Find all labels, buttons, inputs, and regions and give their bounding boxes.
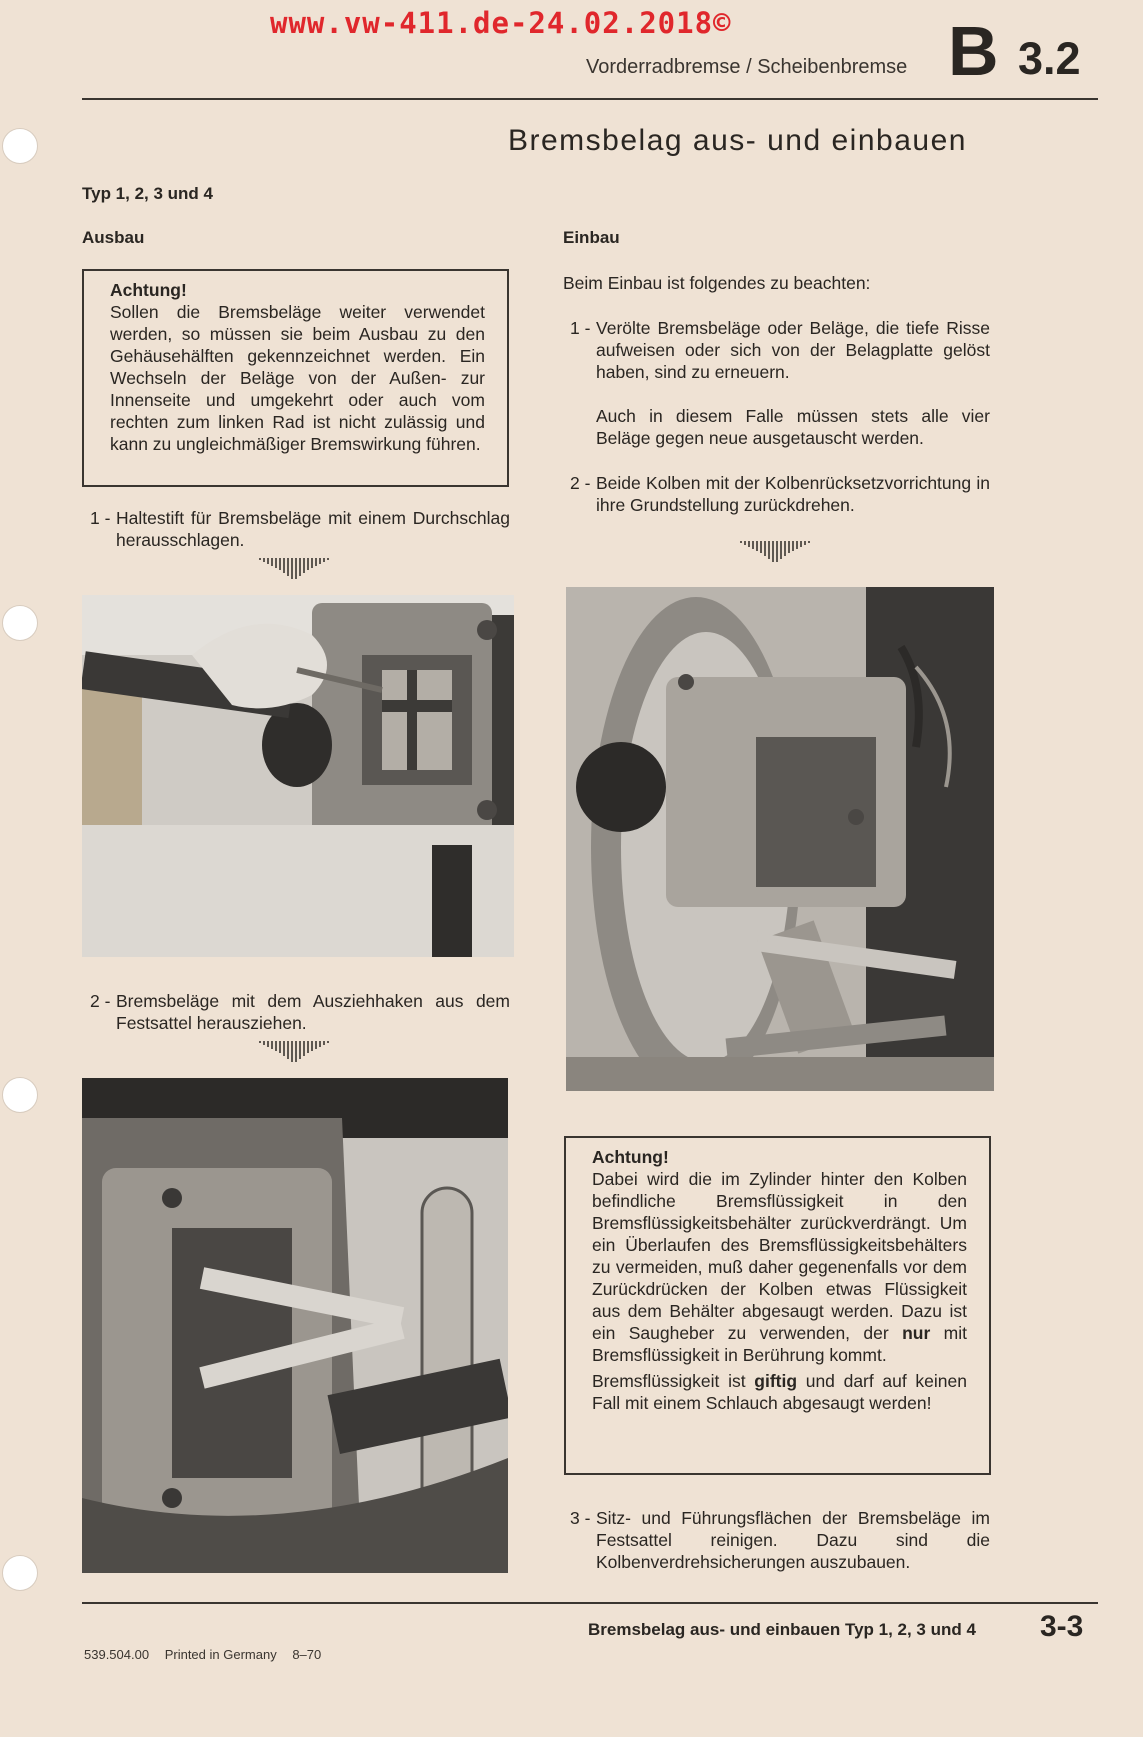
punch-hole	[2, 605, 38, 641]
page-title: Bremsbelag aus- und einbauen	[508, 124, 967, 157]
warning-title: Achtung!	[110, 280, 187, 300]
footer-rule	[82, 1602, 1098, 1604]
page-number: 3-3	[1040, 1610, 1084, 1643]
step-text: Bremsbeläge mit dem Ausziehhaken aus dem Festsattel herausziehen.	[116, 991, 510, 1033]
print-date: 8–70	[292, 1647, 322, 1662]
down-arrow-icon	[739, 540, 811, 566]
type-line: Typ 1, 2, 3 und 4	[82, 184, 213, 203]
photo-piston-reset-tool	[566, 587, 994, 1091]
footer-title: Bremsbelag aus- und einbauen Typ 1, 2, 3 und 4	[588, 1620, 976, 1639]
down-arrow-icon	[258, 1040, 330, 1066]
warning-toxic-text: Bremsflüssigkeit ist giftig und darf auf keinen Fall mit einem Schlauch abgesaugt werden!	[592, 1371, 967, 1413]
step-note: Auch in diesem Falle müssen stets alle vier Beläge gegen neue ausgetauscht werden.	[596, 406, 990, 448]
punch-hole	[2, 1555, 38, 1591]
print-code: 539.504.00	[84, 1647, 150, 1662]
photo-punch-out-pin	[82, 595, 514, 957]
warning-text: Dabei wird die im Zylinder hinter den Kolben befindliche Bremsflüssigkeit in den Bremsflüssigkeitsbehälter zurückverdrängt. Um ein Überlaufen des Bremsflüssigkeitsbehälters zu vermeiden, muß daher gegenenfalls vor dem Zurückdrücken der Kolben etwas Flüssigkeit aus dem Behälter abgesaugt werden. Dazu ist ein Saugheber zu verwenden, der nur mit Bremsflüssigkeit in Berührung kommt.	[592, 1169, 967, 1365]
header-rule	[82, 98, 1098, 100]
punch-hole	[2, 128, 38, 164]
einbau-step-1	[570, 317, 990, 449]
step-number: 1 -	[90, 508, 111, 528]
ausbau-heading: Ausbau	[82, 228, 145, 247]
ausbau-step-2	[90, 990, 510, 1034]
punch-hole	[2, 1077, 38, 1113]
header-subtitle: Vorderradbremse / Scheibenbremse	[586, 56, 908, 78]
step-text: Haltestift für Bremsbeläge mit einem Durchschlag herausschlagen.	[116, 508, 510, 550]
einbau-heading: Einbau	[563, 228, 620, 247]
einbau-warning-box	[564, 1136, 991, 1475]
step-text: Sitz- und Führungsflächen der Bremsbeläge im Festsattel reinigen. Dazu sind die Kolbenverdrehsicherungen auszubauen.	[596, 1508, 990, 1572]
print-info	[84, 1647, 333, 1662]
step-number: 3 -	[570, 1508, 591, 1528]
section-letter: B	[948, 12, 999, 90]
watermark: www.vw-411.de-24.02.2018©	[270, 6, 732, 40]
einbau-step-3	[570, 1507, 990, 1573]
step-number: 2 -	[90, 991, 111, 1011]
section-number: 3.2	[1018, 33, 1081, 84]
down-arrow-icon	[258, 557, 330, 583]
einbau-step-2	[570, 472, 990, 516]
step-number: 1 -	[570, 318, 591, 338]
warning-text: Sollen die Bremsbeläge weiter verwendet werden, so müssen sie beim Ausbau zu den Gehäusehälften gekennzeichnet werden. Ein Wechseln der Beläge von der Außen- zur Innenseite und umgekehrt oder auch vom rechten zum linken Rad ist nicht zulässig und kann zu ungleichmäßiger Bremswirkung führen.	[110, 302, 485, 454]
photo-pull-out-pads	[82, 1078, 508, 1573]
ausbau-step-1	[90, 507, 510, 551]
step-number: 2 -	[570, 473, 591, 493]
ausbau-warning-box	[82, 269, 509, 487]
print-text: Printed in Germany	[164, 1647, 277, 1662]
warning-title: Achtung!	[592, 1147, 669, 1167]
einbau-intro: Beim Einbau ist folgendes zu beachten:	[563, 273, 871, 293]
step-text: Verölte Bremsbeläge oder Beläge, die tiefe Risse aufweisen oder sich von der Belagplatte gelöst haben, sind zu erneuern.	[596, 318, 990, 382]
step-text: Beide Kolben mit der Kolbenrücksetzvorrichtung in ihre Grundstellung zurückdrehen.	[596, 473, 990, 515]
